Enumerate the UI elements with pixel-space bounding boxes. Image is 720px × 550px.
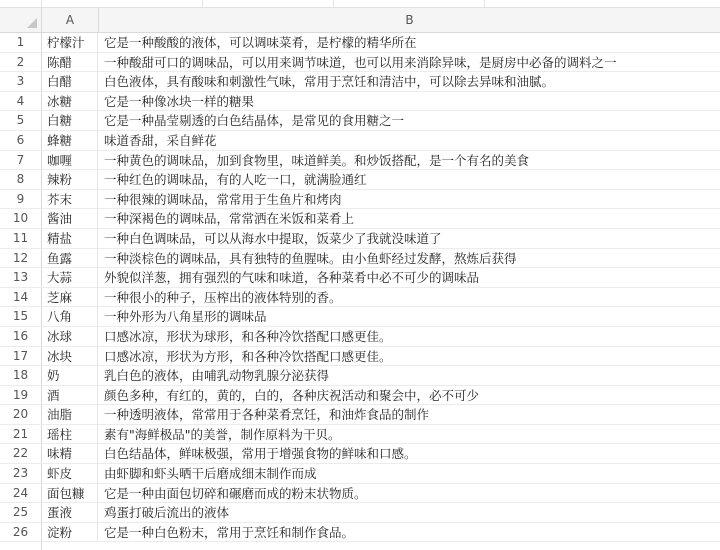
cell-a[interactable]: 白糖	[42, 111, 98, 130]
cell-a[interactable]: 大蒜	[42, 268, 98, 287]
row-header[interactable]: 12	[0, 249, 42, 268]
cell-b[interactable]: 一种外形为八角星形的调味品	[104, 309, 267, 325]
table-row	[0, 464, 720, 484]
cell-a[interactable]: 精盐	[42, 229, 98, 248]
table-row	[0, 190, 720, 210]
table-row	[0, 53, 720, 73]
table-row-partial	[0, 542, 720, 550]
row-header[interactable]: 15	[0, 307, 42, 326]
column-header-b[interactable]: B	[405, 13, 414, 27]
cell-b[interactable]: 它是一种酸酸的液体，可以调味菜肴，是柠檬的精华所在	[104, 35, 417, 50]
table-row	[0, 307, 720, 327]
table-row	[0, 111, 720, 131]
table-row	[0, 366, 720, 386]
toolbar-segment	[42, 0, 203, 7]
row-header[interactable]: 19	[0, 386, 42, 405]
cell-b[interactable]: 素有"海鲜极品"的美誉，制作原料为干贝。	[104, 426, 341, 442]
row-header[interactable]: 17	[0, 347, 42, 366]
cell-a[interactable]: 味精	[42, 444, 98, 463]
row-header[interactable]: 2	[0, 53, 42, 72]
table-row	[0, 425, 720, 445]
row-header[interactable]: 5	[0, 111, 42, 130]
row-header[interactable]: 14	[0, 288, 42, 307]
cell-b[interactable]: 鸡蛋打破后流出的液体	[104, 505, 230, 521]
top-toolbar-edge	[0, 0, 720, 8]
row-header[interactable]: 7	[0, 151, 42, 170]
cell-b[interactable]: 乳白色的液体，由哺乳动物乳腺分泌获得	[104, 368, 330, 384]
cell-b[interactable]: 它是一种白色粉末，常用于烹饪和制作食品。	[104, 524, 355, 540]
table-row	[0, 249, 720, 269]
cell-a[interactable]: 蛋液	[42, 503, 98, 522]
cell-b[interactable]: 口感冰凉，形状为球形，和各种冷饮搭配口感更佳。	[104, 328, 392, 344]
row-header[interactable]	[0, 542, 42, 550]
table-row	[0, 170, 720, 190]
cell-a[interactable]: 辣粉	[42, 170, 98, 189]
table-row	[0, 151, 720, 171]
table-row	[0, 327, 720, 347]
table-row	[0, 347, 720, 367]
cell-a[interactable]: 八角	[42, 307, 98, 326]
select-all-corner[interactable]	[0, 8, 42, 32]
cell-b[interactable]: 颜色多种，有红的，黄的，白的，各种庆祝活动和聚会中，必不可少	[104, 387, 480, 403]
row-header[interactable]: 1	[0, 33, 42, 52]
table-row	[0, 209, 720, 229]
cell-b[interactable]: 一种很小的种子，压榨出的液体特别的香。	[104, 289, 342, 305]
row-header[interactable]: 11	[0, 229, 42, 248]
toolbar-segment	[203, 0, 334, 7]
cell-a[interactable]: 虾皮	[42, 464, 98, 483]
cell-a[interactable]: 柠檬汁	[42, 33, 98, 52]
cell-b[interactable]: 它是一种晶莹剔透的白色结晶体，是常见的食用糖之一	[104, 113, 405, 129]
cell-b[interactable]: 由虾脚和虾头晒干后磨成细末制作而成	[104, 466, 317, 482]
cell-a[interactable]: 油脂	[42, 405, 98, 424]
row-header[interactable]: 26	[0, 523, 42, 542]
select-all-icon	[27, 18, 37, 28]
table-row	[0, 92, 720, 112]
cell-b[interactable]: 白色结晶体，鲜味极强，常用于增强食物的鲜味和口感。	[104, 446, 417, 462]
cell-b[interactable]: 一种很辣的调味品，常常用于生鱼片和烤肉	[104, 191, 342, 207]
table-row	[0, 523, 720, 543]
row-header[interactable]: 23	[0, 464, 42, 483]
cell-a[interactable]: 冰块	[42, 347, 98, 366]
row-header[interactable]: 3	[0, 72, 42, 91]
row-header[interactable]: 21	[0, 425, 42, 444]
table-row	[0, 386, 720, 406]
cell-a[interactable]: 酱油	[42, 209, 98, 228]
row-header[interactable]: 22	[0, 444, 42, 463]
cell-a[interactable]: 酒	[42, 386, 98, 405]
cell-b[interactable]: 口感冰凉，形状为方形，和各种冷饮搭配口感更佳。	[104, 348, 392, 364]
cell-a[interactable]: 冰糖	[42, 92, 98, 111]
cell-b[interactable]: 一种白色调味品，可以从海水中提取，饭菜少了我就没味道了	[104, 230, 442, 246]
row-header[interactable]: 20	[0, 405, 42, 424]
cell-a[interactable]: 咖喱	[42, 151, 98, 170]
column-header-a[interactable]: A	[42, 8, 99, 32]
cell-b[interactable]: 味道香甜，采自鲜花	[104, 132, 217, 148]
row-header[interactable]: 24	[0, 484, 42, 503]
row-header[interactable]: 13	[0, 268, 42, 287]
cell-b[interactable]: 一种红色的调味品，有的人吃一口，就满脸通红	[104, 172, 367, 188]
cell-a[interactable]: 鱼露	[42, 249, 98, 268]
table-row	[0, 229, 720, 249]
table-row	[0, 503, 720, 523]
cell-b[interactable]: 白色液体，具有酸味和刺激性气味，常用于烹饪和清洁中，可以除去异味和油腻。	[104, 74, 555, 90]
row-header[interactable]: 10	[0, 209, 42, 228]
cell-b[interactable]: 一种透明液体，常常用于各种菜肴烹饪，和油炸食品的制作	[104, 407, 430, 423]
cell-a[interactable]: 陈醋	[42, 53, 98, 72]
cell-a[interactable]: 冰球	[42, 327, 98, 346]
cell-b[interactable]: 外貌似洋葱，拥有强烈的气味和味道，各种菜肴中必不可少的调味品	[104, 270, 480, 286]
cell-b[interactable]: 一种深褐色的调味品，常常洒在米饭和菜肴上	[104, 211, 355, 227]
cell-b[interactable]: 一种黄色的调味品，加到食物里，味道鲜美。和炒饭搭配，是一个有名的美食	[104, 152, 530, 168]
table-row	[0, 131, 720, 151]
cell-a[interactable]: 瑶柱	[42, 425, 98, 444]
cell-b[interactable]: 一种淡棕色的调味品，具有独特的鱼腥味。由小鱼虾经过发酵，熬炼后获得	[104, 250, 517, 266]
table-row	[0, 484, 720, 504]
spreadsheet-grid	[0, 33, 720, 550]
cell-a[interactable]: 奶	[42, 366, 98, 385]
cell-b[interactable]: 它是一种像冰块一样的糖果	[104, 93, 255, 109]
cell-b[interactable]: 它是一种由面包切碎和碾磨而成的粉末状物质。	[104, 485, 367, 501]
row-header[interactable]: 9	[0, 190, 42, 209]
toolbar-segment	[0, 0, 42, 7]
row-header[interactable]: 18	[0, 366, 42, 385]
table-row	[0, 268, 720, 288]
toolbar-segment	[334, 0, 485, 7]
table-row	[0, 405, 720, 425]
table-row	[0, 33, 720, 53]
table-row	[0, 72, 720, 92]
row-header[interactable]: 16	[0, 327, 42, 346]
cell-a[interactable]: 蜂糖	[42, 131, 98, 150]
table-row	[0, 288, 720, 308]
cell-a[interactable]: 淀粉	[42, 523, 98, 542]
row-header[interactable]: 8	[0, 170, 42, 189]
cell-b[interactable]: 一种酸甜可口的调味品，可以用来调节味道，也可以用来消除异味，是厨房中必备的调料之一	[104, 54, 617, 70]
table-row	[0, 444, 720, 464]
cell-a[interactable]: 面包糠	[42, 484, 98, 503]
cell-a[interactable]: 白醋	[42, 72, 98, 91]
cell-a[interactable]: 芥末	[42, 190, 98, 209]
column-header-row	[0, 8, 720, 33]
row-header[interactable]: 25	[0, 503, 42, 522]
cell-a[interactable]: 芝麻	[42, 288, 98, 307]
row-header[interactable]: 4	[0, 92, 42, 111]
row-header[interactable]: 6	[0, 131, 42, 150]
